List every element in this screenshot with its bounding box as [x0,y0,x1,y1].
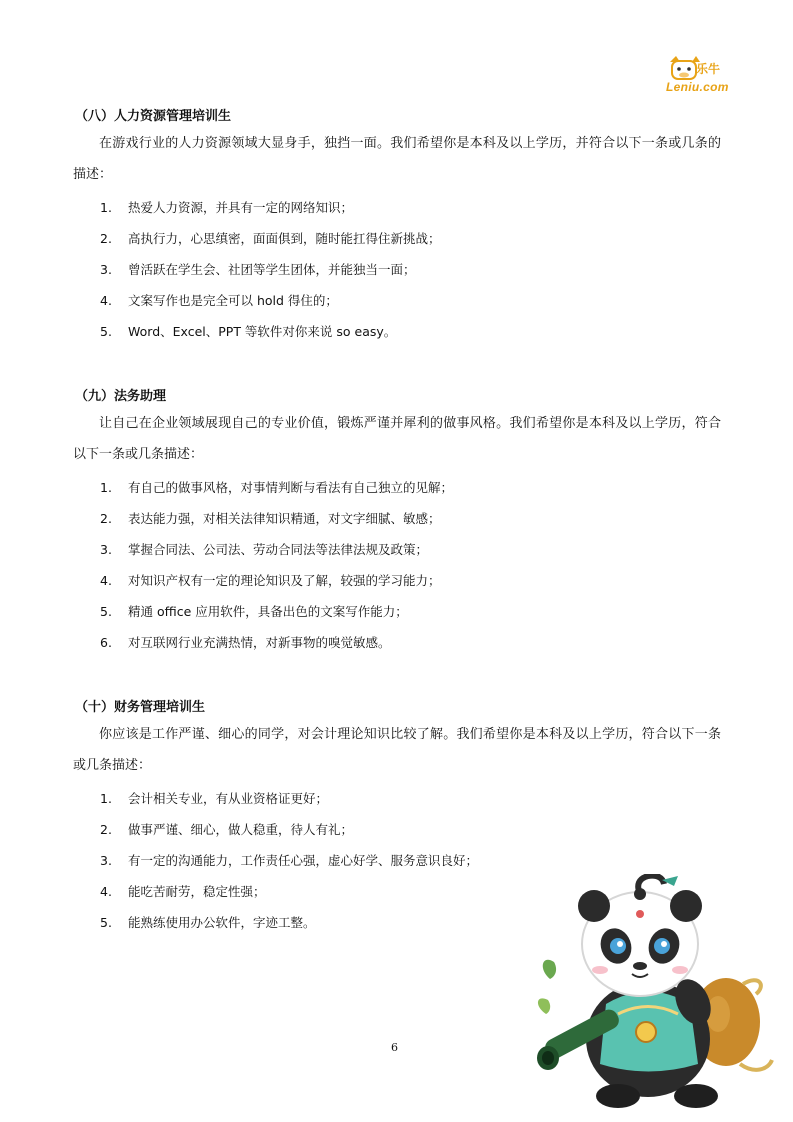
list-item [100,633,391,651]
section-intro: 让自己在企业领域展现自己的专业价值，锻炼严谨并犀利的做事风格。我们希望你是本科及以上学历，符合以下一条或几条描述： [73,416,721,462]
section-intro: 在游戏行业的人力资源领域大显身手，独挡一面。我们希望你是本科及以上学历，并符合以下一条或几条的描述： [73,136,721,182]
list-item [100,602,408,620]
list-item [100,260,416,278]
panda-mascot-illustration [528,874,778,1110]
list-item [100,540,428,558]
leniu-logo [666,52,729,98]
list-text: 会计相关专业，有从业资格证更好； [128,791,329,806]
list-item [100,509,441,527]
list-text: 高执行力，心思缜密，面面俱到，随时能扛得住新挑战； [128,231,441,246]
page-number: 6 [391,1041,398,1054]
list-text: 曾活跃在学生会、社团等学生团体，并能独当一面； [128,262,416,277]
list-item [100,789,328,807]
list-number: 4. [100,573,112,588]
list-item [100,882,266,900]
list-number: 1. [100,791,112,806]
list-number: 5. [100,604,112,619]
list-number: 6. [100,635,112,650]
list-text: 表达能力强，对相关法律知识精通，对文字细腻、敏感； [128,511,441,526]
list-text: 对互联网行业充满热情，对新事物的嗅觉敏感。 [128,635,391,650]
list-text: 热爱人力资源，并具有一定的网络知识； [128,200,354,215]
list-item [100,478,453,496]
list-text: Word、Excel、PPT 等软件对你来说 so easy。 [128,324,397,339]
list-number: 2. [100,511,112,526]
list-number: 1. [100,200,112,215]
logo-text: Leniu.com [666,80,729,94]
list-number: 1. [100,480,112,495]
list-text: 精通 office 应用软件，具备出色的文案写作能力； [128,604,408,619]
list-text: 有一定的沟通能力，工作责任心强，虚心好学、服务意识良好； [128,853,479,868]
list-text: 掌握合同法、公司法、劳动合同法等法律法规及政策； [128,542,429,557]
list-item [100,291,338,309]
list-number: 2. [100,822,112,837]
list-item [100,571,441,589]
list-item [100,229,441,247]
list-number: 3. [100,262,112,277]
list-item [100,913,316,931]
list-number: 2. [100,231,112,246]
list-item [100,851,478,869]
logo-chinese-text: 乐牛 [696,62,721,76]
list-text: 能熟练使用办公软件，字迹工整。 [128,915,316,930]
section-intro: 你应该是工作严谨、细心的同学，对会计理论知识比较了解。我们希望你是本科及以上学历，符合以下一条或几条描述： [73,727,721,773]
list-number: 5. [100,915,112,930]
section-title: （八）人力资源管理培训生 [75,109,232,124]
list-number: 4. [100,293,112,308]
list-item [100,820,353,838]
leaf-icon [538,998,550,1014]
list-text: 文案写作也是完全可以 hold 得住的； [128,293,338,308]
leaf-icon [543,960,556,979]
list-text: 对知识产权有一定的理论知识及了解，较强的学习能力； [128,573,441,588]
list-number: 5. [100,324,112,339]
list-item [100,198,353,216]
list-item [100,322,396,340]
list-text: 有自己的做事风格，对事情判断与看法有自己独立的见解； [128,480,454,495]
list-number: 4. [100,884,112,899]
list-number: 3. [100,542,112,557]
list-text: 做事严谨、细心，做人稳重，待人有礼； [128,822,354,837]
section-title: （九）法务助理 [75,389,167,404]
list-number: 3. [100,853,112,868]
section-title: （十）财务管理培训生 [75,700,206,715]
list-text: 能吃苦耐劳，稳定性强； [128,884,266,899]
